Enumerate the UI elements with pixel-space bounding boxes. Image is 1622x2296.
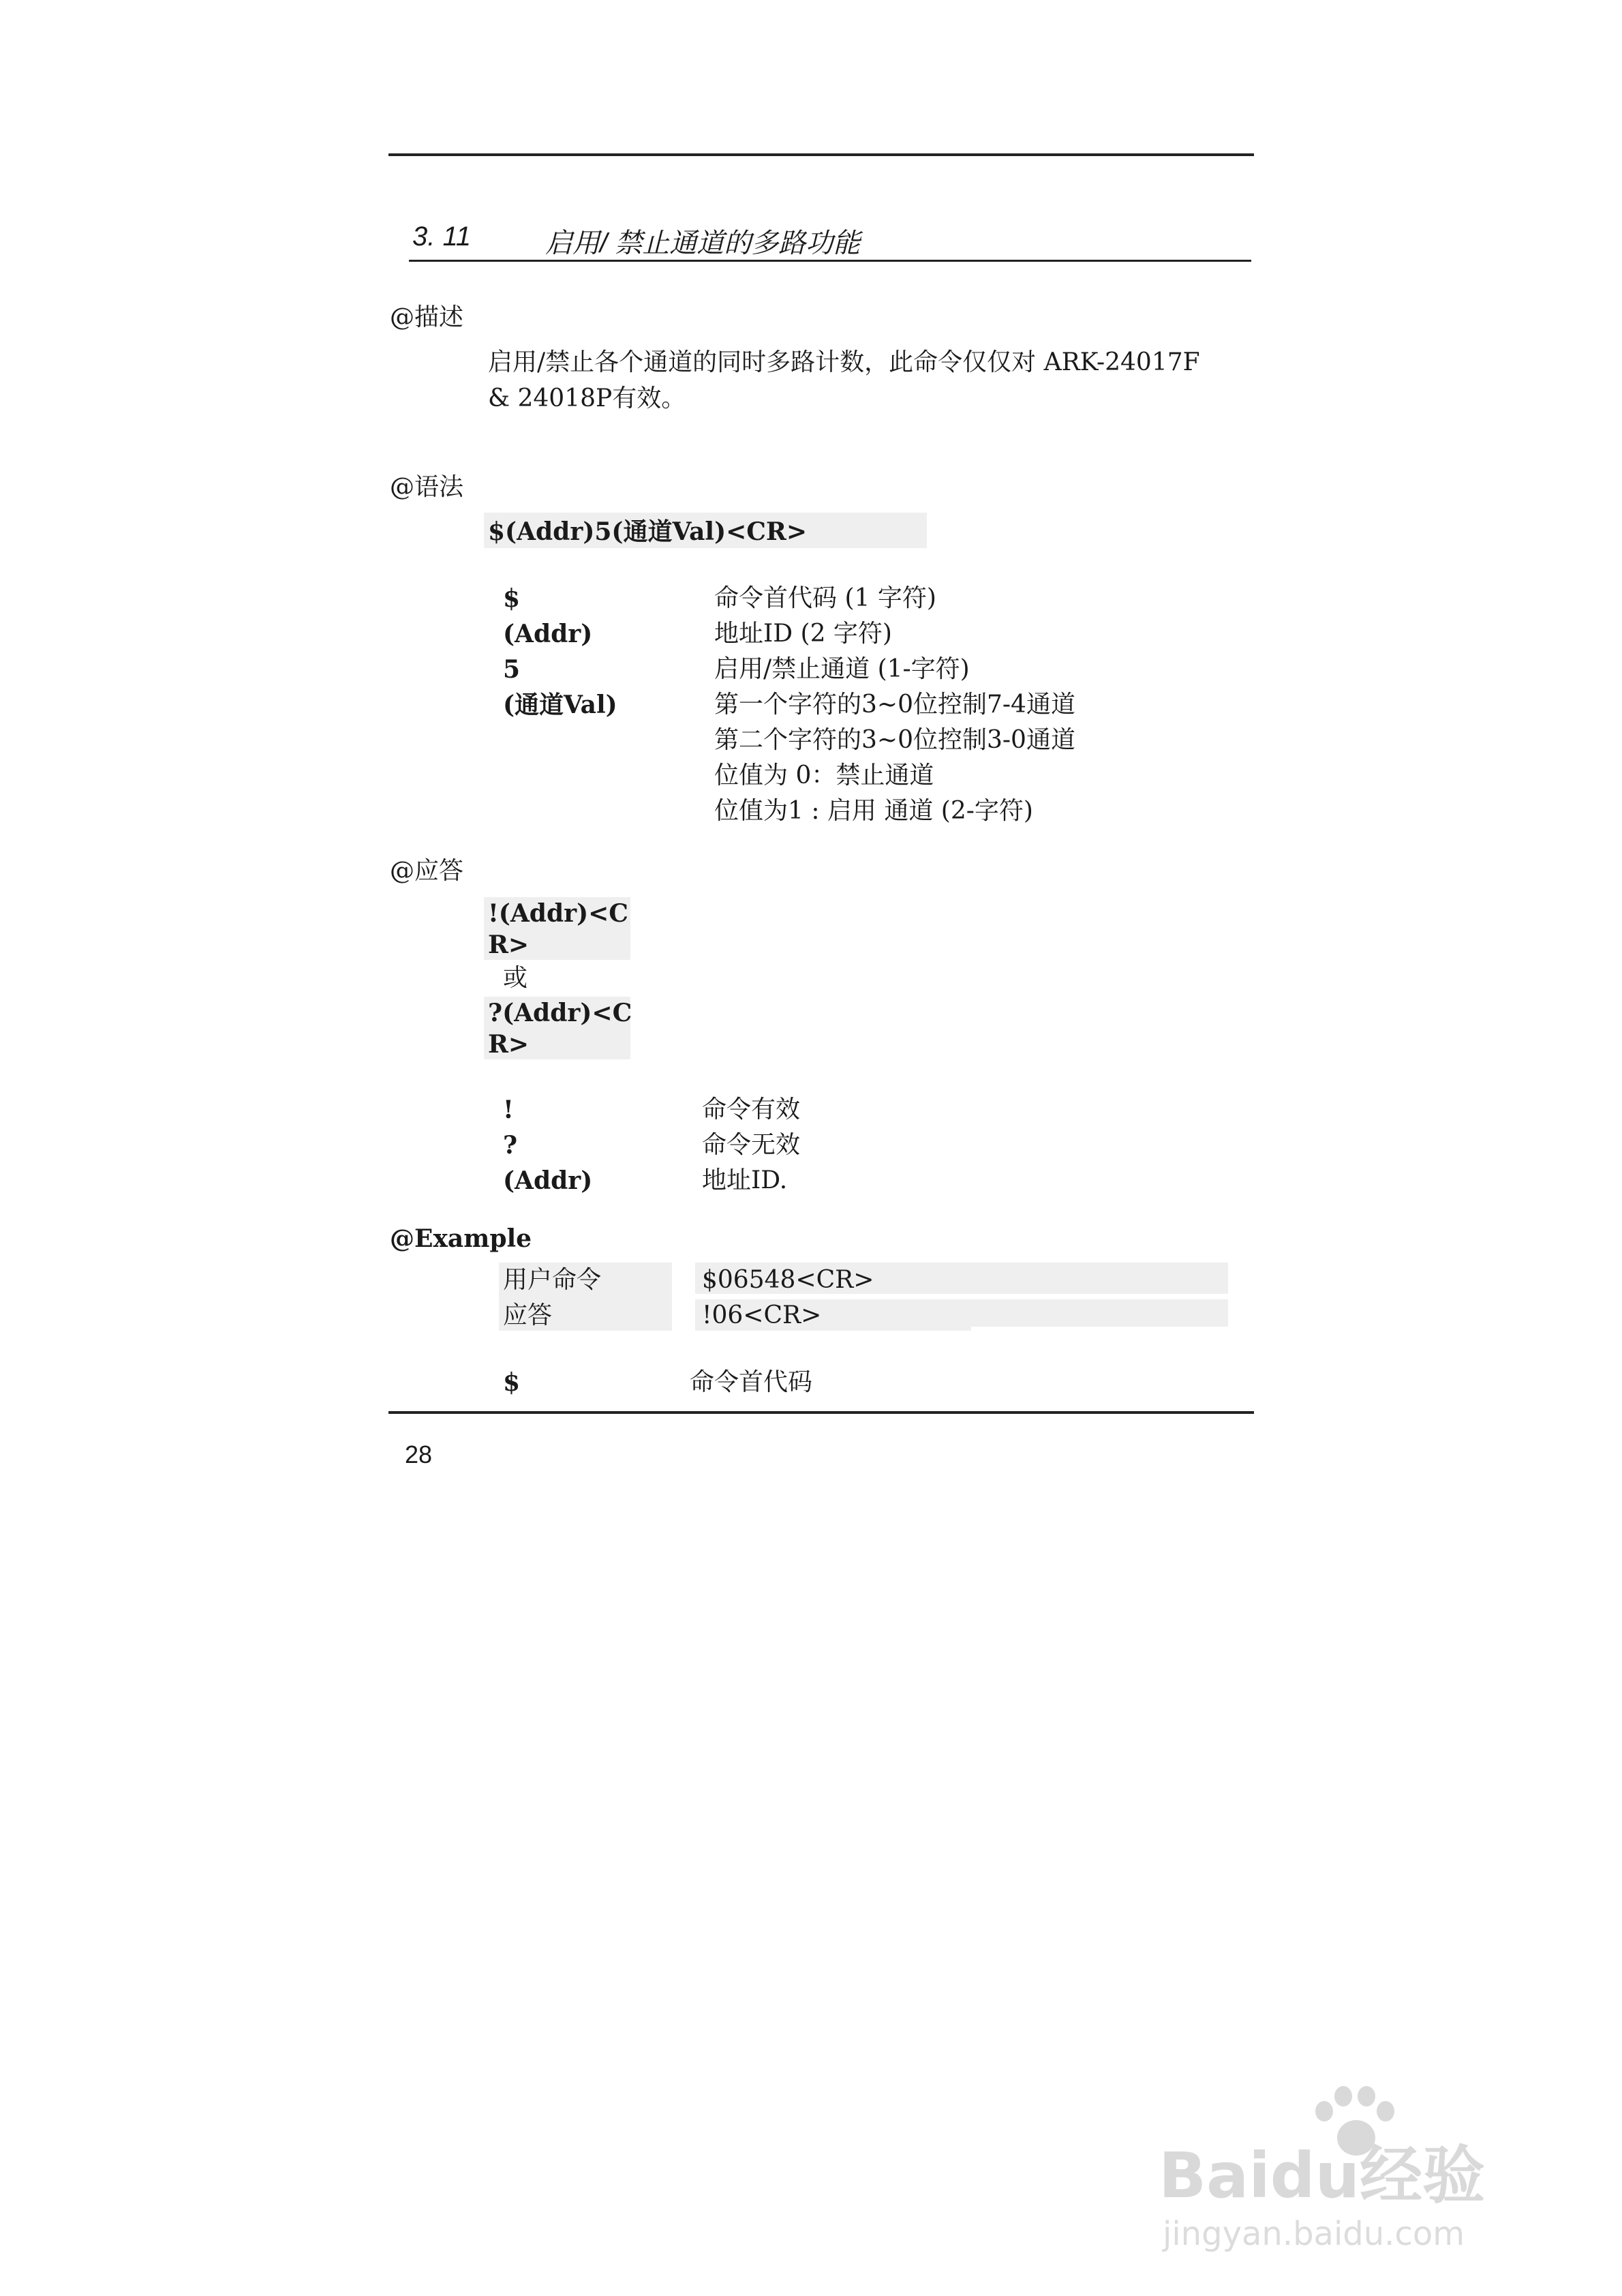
response-err-line-1: ?(Addr)<C	[488, 999, 632, 1027]
syntax-command: $(Addr)5(通道Val)<CR>	[488, 517, 808, 546]
description-line-2: & 24018P有效。	[488, 384, 686, 412]
description-line-1: 启用/禁止各个通道的同时多路计数，此命令仅仅对 ARK-24017F	[488, 348, 1200, 376]
section-number: 3. 11	[412, 222, 471, 252]
page-number: 28	[405, 1440, 433, 1468]
syntax-param-key: 5	[503, 655, 521, 684]
response-param-desc: 命令无效	[702, 1131, 801, 1159]
section-underline	[409, 260, 1251, 262]
response-param-desc: 地址ID.	[702, 1166, 788, 1194]
response-err-line-2: R>	[488, 1030, 530, 1059]
watermark-url: jingyan.baidu.com	[1163, 2215, 1465, 2253]
bottom-rule	[388, 1411, 1254, 1414]
example-value: !06<CR>	[702, 1301, 822, 1329]
response-param-desc: 命令有效	[702, 1096, 801, 1123]
section-title: 启用/ 禁止通道的多路功能	[545, 228, 861, 258]
syntax-extra-desc: 第二个字符的3~0位控制3-0通道	[714, 726, 1075, 754]
syntax-extra-desc: 位值为 0：禁止通道	[714, 761, 934, 789]
response-ok-line-2: R>	[488, 931, 530, 959]
syntax-param-key: (Addr)	[503, 620, 593, 648]
description-heading: @描述	[390, 303, 464, 331]
example-heading: @Example	[390, 1224, 532, 1253]
response-or: 或	[503, 964, 528, 992]
syntax-param-key: (通道Val)	[503, 691, 617, 719]
response-param-key: ?	[503, 1131, 518, 1160]
syntax-param-key: $	[503, 584, 521, 613]
example-param-desc: 命令首代码	[690, 1368, 813, 1396]
example-label: 用户命令	[503, 1266, 602, 1294]
example-value: $06548<CR>	[702, 1266, 874, 1294]
watermark-brand: Baidu经验	[1159, 2139, 1486, 2212]
top-rule	[388, 153, 1254, 156]
response-heading: @应答	[390, 857, 464, 885]
syntax-param-desc: 启用/禁止通道 (1-字符)	[714, 655, 970, 683]
example-label: 应答	[503, 1301, 553, 1329]
syntax-extra-desc: 位值为1 : 启用 通道 (2-字符)	[714, 797, 1033, 825]
response-ok-line-1: !(Addr)<C	[488, 899, 628, 928]
syntax-param-desc: 第一个字符的3~0位控制7-4通道	[714, 691, 1075, 719]
watermark	[1159, 2079, 1540, 2256]
example-value-shade	[971, 1299, 1228, 1327]
syntax-param-desc: 地址ID (2 字符)	[714, 620, 892, 648]
syntax-heading: @语法	[390, 473, 464, 501]
response-param-key: !	[503, 1096, 514, 1124]
syntax-param-desc: 命令首代码 (1 字符)	[714, 584, 936, 612]
example-param-key: $	[503, 1368, 521, 1397]
response-param-key: (Addr)	[503, 1166, 593, 1195]
